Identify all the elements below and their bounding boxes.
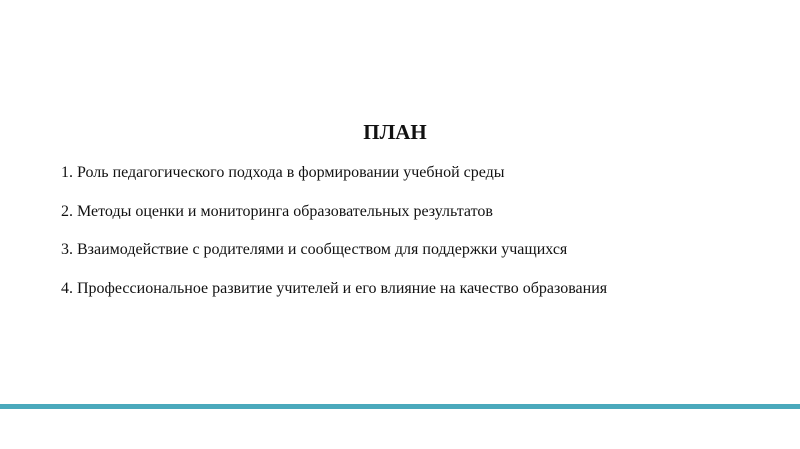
plan-item-3: 3. Взаимодействие с родителями и сообществом для поддержки учащихся <box>61 241 568 258</box>
accent-bar <box>0 404 800 409</box>
plan-item-4: 4. Профессиональное развитие учителей и его влияние на качество образования <box>61 279 608 297</box>
plan-item-1: 1. Роль педагогического подхода в формировании учебной среды <box>61 164 505 181</box>
slide-title: ПЛАН <box>363 120 427 144</box>
plan-item-2: 2. Методы оценки и мониторинга образовательных результатов <box>61 202 493 220</box>
plan-list <box>61 162 607 316</box>
